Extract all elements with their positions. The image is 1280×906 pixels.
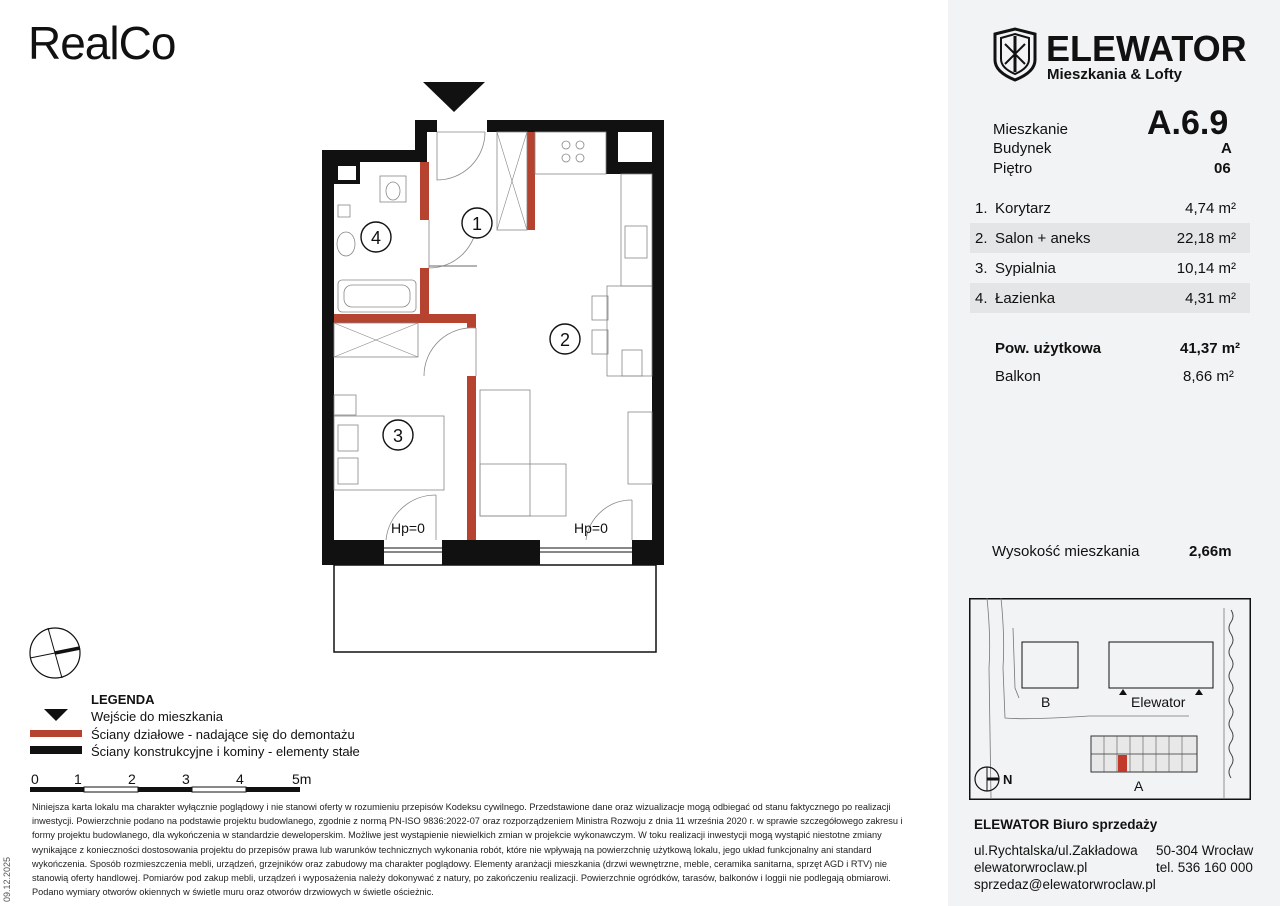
contact-phone[interactable]: tel. 536 160 000: [1156, 860, 1253, 875]
apartment-number: A.6.9: [1147, 104, 1229, 142]
floor-plan: [300, 70, 700, 670]
floor-label: Piętro: [993, 160, 1033, 177]
room-number-3: 3: [392, 426, 404, 446]
room-number-2: 2: [559, 330, 571, 350]
floor-value: 06: [1214, 160, 1231, 177]
threshold-label-left: Hp=0: [391, 520, 425, 536]
scale-bar: [26, 768, 326, 796]
threshold-label-right: Hp=0: [574, 520, 608, 536]
scale-tick: 5m: [292, 771, 312, 787]
apartment-label: Mieszkanie: [993, 121, 1069, 138]
legend-title: LEGENDA: [91, 692, 155, 707]
room-row: 3. Sypialnia 10,14 m²: [975, 260, 1236, 277]
scale-tick: 2: [128, 771, 136, 787]
building-label: Budynek: [993, 140, 1052, 157]
room-row: 4. Łazienka 4,31 m²: [970, 283, 1250, 313]
room-row: 1. Korytarz 4,74 m²: [975, 200, 1236, 217]
scale-tick: 3: [182, 771, 190, 787]
scale-tick: 1: [74, 771, 82, 787]
print-date: 09.12.2025: [2, 856, 12, 902]
partition-wall-swatch: [30, 730, 82, 737]
entrance-arrow-legend-icon: [44, 709, 68, 723]
scale-tick: 4: [236, 771, 244, 787]
usable-area-value: 41,37 m²: [1180, 340, 1241, 357]
room-number-1: 1: [471, 214, 483, 234]
scale-tick: 0: [31, 771, 39, 787]
usable-area-label: Pow. użytkowa: [995, 340, 1102, 357]
brand-logo: RealCo: [28, 17, 176, 69]
legend-partition: Ściany działowe - nadające się do demontażu: [91, 727, 355, 742]
contact-city: 50-304 Wrocław: [1156, 843, 1254, 858]
structural-wall-swatch: [30, 746, 82, 754]
contact-email[interactable]: sprzedaz@elewatorwroclaw.pl: [974, 877, 1156, 892]
building-value: A: [1221, 140, 1232, 157]
site-highlight: [1118, 755, 1127, 772]
logo-title: ELEWATOR: [1046, 28, 1247, 69]
room-row: 2. Salon + aneks 22,18 m²: [970, 223, 1250, 253]
sales-office-title: ELEWATOR Biuro sprzedaży: [974, 817, 1158, 832]
disclaimer-text: Niniejsza karta lokalu ma charakter wyłącznie poglądowy i nie stanowi oferty w rozumieniu przepisów Kodeksu cywilnego. Przedstawione dane oraz wizualizacje mogą odbiegać od stanu faktycznego po realizacji inwestycji. Powierzchnie podano na podstawie projektu budowlanego, zgodnie z normą PN-ISO 9836:2022-07 oraz rozporządzeniem Ministra Rozwoju z dnia 11 września 2020 r. w sprawie szczegółowego zakresu i formy projektu budowlanego, dla wykończenia w standardzie deweloperskim. Możliwe jest wystąpienie niewielkich zmian w projekcie wykonawczym. W toku realizacji inwestycji mogą wystąpić niestotne zmiany wynikające z konieczności dostosowania projektu do przepisów prawa lub warunków technicznych wykonania robót, które nie wpływają na powierzchnię użytkową lokalu, jego układ funkcjonalny ani standard wykończenia. Sposób rozmieszczenia mebli, urządzeń, grzejników oraz zabudowy ma charakter poglądowy. Elementy aranżacji mieszkania (drzwi wewnętrzne, meble, ceramika sanitarna, sprzęt AGD i RTV) nie stanowią oferty handlowej. Pomiarów pod zakup mebli, urządzeń i wyposażenia należy dokonywać z natury, po zakończeniu realizacji. Powierzchnie ogródków, tarasów, balkonów i loggii nie podlegają obmiarowi. Podano wymiary otworów okiennych w świetle muru oraz otworów drzwiowych w świetle ościeżnic.: [32, 802, 903, 898]
elevator-emblem-icon: [992, 26, 1038, 82]
balcony-outline: [334, 565, 656, 652]
balcony-value: 8,66 m²: [1183, 368, 1234, 385]
logo-subtitle: Mieszkania & Lofty: [1047, 66, 1183, 83]
site-map: [969, 598, 1251, 800]
room-number-4: 4: [370, 228, 382, 248]
site-building-a: A: [1134, 778, 1144, 794]
contact-website[interactable]: elewatorwroclaw.pl: [974, 860, 1088, 875]
site-building-b: B: [1041, 694, 1051, 710]
height-value: 2,66m: [1189, 543, 1232, 560]
balcony-label: Balkon: [995, 368, 1041, 385]
legend-structural: Ściany konstrukcyjne i kominy - elementy stałe: [91, 744, 360, 759]
contact-street: ul.Rychtalska/ul.Zakładowa: [974, 843, 1138, 858]
height-label: Wysokość mieszkania: [992, 543, 1140, 560]
entrance-arrow-icon: [423, 82, 485, 112]
legend-entrance: Wejście do mieszkania: [91, 709, 223, 724]
compass-icon: [28, 626, 84, 682]
site-elewator-label: Elewator: [1131, 694, 1186, 710]
north-label: N: [1003, 772, 1013, 787]
